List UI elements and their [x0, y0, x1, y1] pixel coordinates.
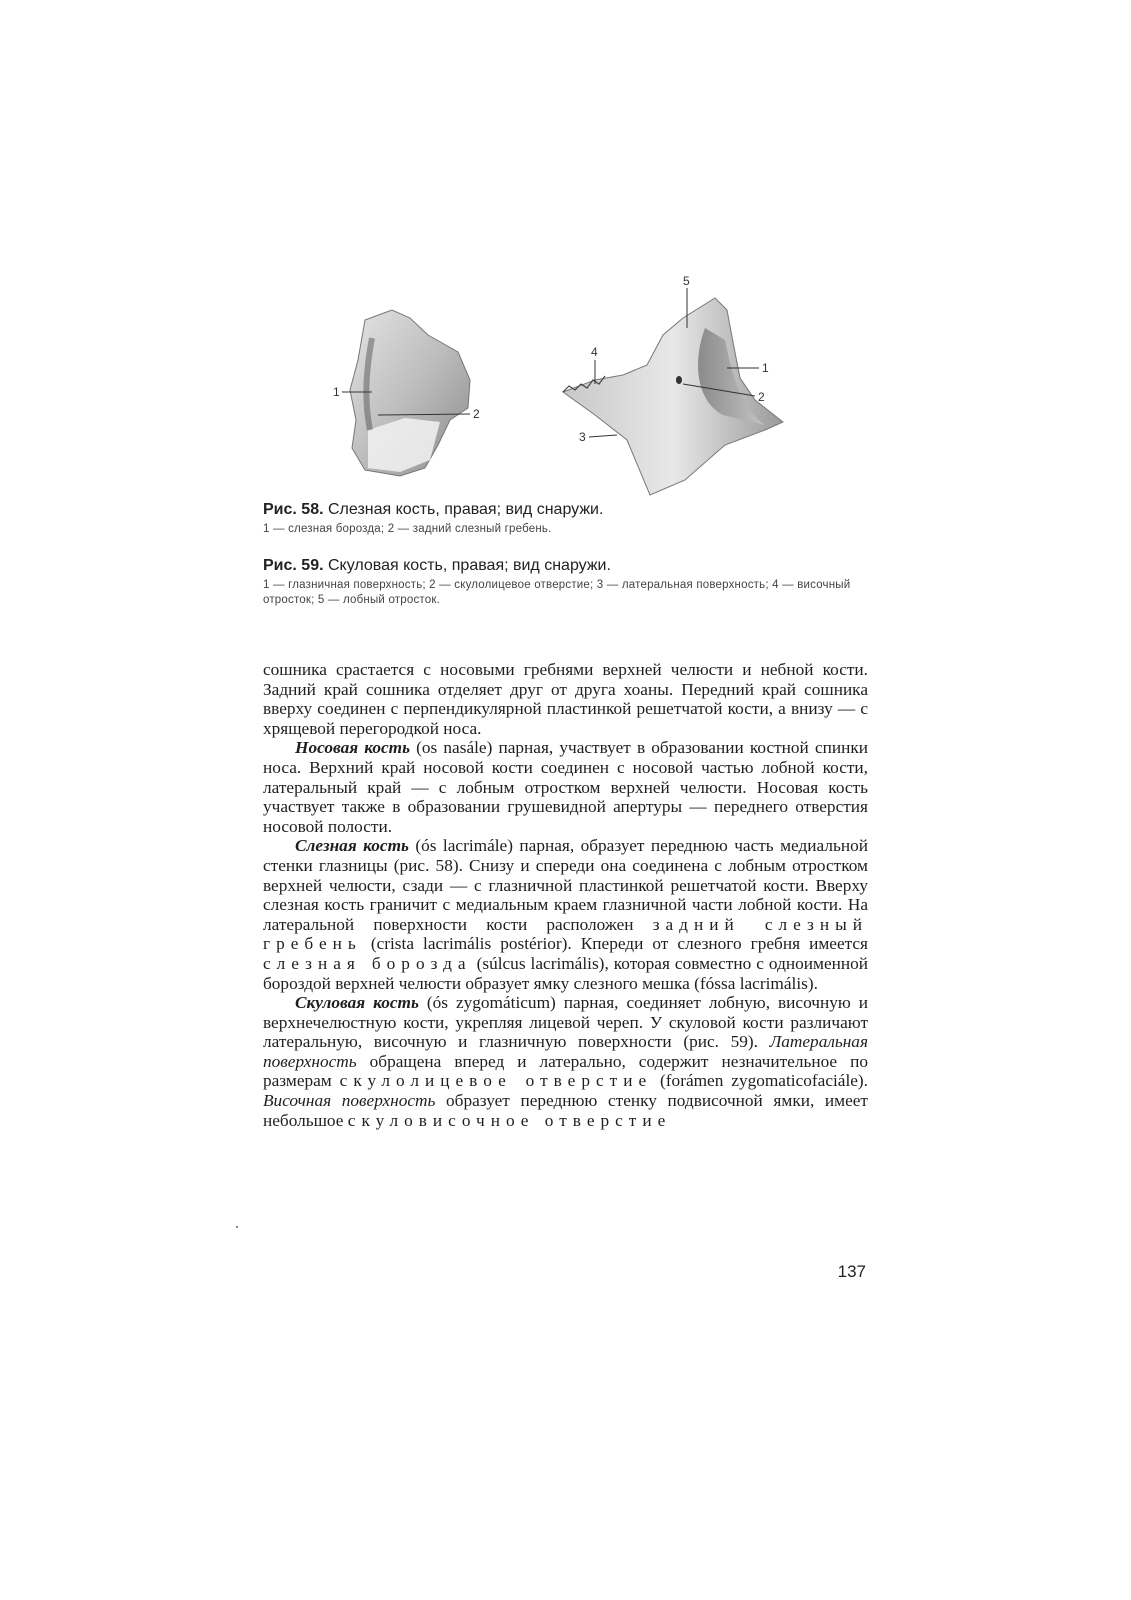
- nasal-bone-text: (os nasále) парная, участвует в образовании костной спинки носа. Верхний край носовой кости соединен с носовой частью лобной кости, латеральный край — с лобным отростком верхней челюсти. Носовая кость участвует также в образовании грушевидной апертуры — переднего отверстия носовой полости.: [263, 738, 868, 836]
- figure-58-caption: [263, 500, 873, 537]
- fig59-callout-1: 1: [762, 361, 769, 375]
- fig59-callout-4: 4: [591, 345, 598, 359]
- italic-lateral-surface: Латеральная поверхность: [263, 1032, 868, 1071]
- spaced-term-lacrimal-groove: слезная борозда: [263, 953, 472, 973]
- fig59-legend: 1 — глазничная поверхность; 2 — скулолицевое отверстие; 3 — латеральная поверхность; 4 — височный отросток; 5 — лобный отросток.: [263, 579, 851, 606]
- lacrimal-bone-illustration: [330, 280, 490, 505]
- zygomatic-text-d: образует переднюю стенку подвисочной ямки, имеет небольшое: [263, 1091, 868, 1130]
- spaced-term-zygomaticotemporal-foramen: скуловисочное отверстие: [347, 1110, 672, 1130]
- zygomatic-text-c: (forámen zygomaticofaciále).: [652, 1071, 869, 1091]
- lacrimal-text-a: (ós lacrimále) парная, образует переднюю часть медиальной стенки глазницы (рис. 58). Снизу и спереди она соединена с лобным отростком верхней челюсти, сзади — с глазничной пластинкой решетчатой кости. Вверху слезная кость граничит с медиальным краем глазничной части лобной кости. На латеральной поверхности кости расположен: [263, 836, 868, 934]
- fig58-title: Слезная кость, правая; вид снаружи.: [328, 501, 604, 518]
- fig59-label: Рис. 59.: [263, 557, 324, 574]
- fig58-callout-2: 2: [473, 407, 480, 421]
- paragraph-vomer-end: сошника срастается с носовыми гребнями верхней челюсти и небной кости. Задний край сошника отделяет друг от друга хоаны. Передний край сошника вверху соединен с перпендикулярной пластинкой решетчатой кости, а внизу — с хрящевой перегородкой носа.: [263, 660, 868, 738]
- fig59-callout-3: 3: [579, 430, 586, 444]
- term-nasal-bone: Носовая кость: [295, 738, 411, 758]
- scan-speck: [236, 1226, 238, 1228]
- term-lacrimal-bone: Слезная кость: [295, 836, 409, 856]
- zygomatic-text-b: обращена вперед и латерально, содержит незначительное по размерам: [263, 1051, 868, 1091]
- paragraph-zygomatic-bone: [263, 993, 868, 1130]
- body-text: [263, 660, 868, 1130]
- zygomatic-text-a: (ós zygomáticum) парная, соединяет лобную, височную и верхнечелюстную кости, укрепляя лицевой череп. У скуловой кости различают латеральную, височную и глазничную поверхности (рис. 59).: [263, 993, 868, 1052]
- spaced-term-posterior-crest: задний слезный гребень: [263, 914, 868, 954]
- fig58-label: Рис. 58.: [263, 501, 324, 518]
- term-zygomatic-bone: Скуловая кость: [295, 993, 419, 1013]
- fig59-title: Скуловая кость, правая; вид снаружи.: [328, 557, 611, 574]
- fig58-callout-1: 1: [333, 385, 340, 399]
- paragraph-nasal-bone: [263, 738, 868, 836]
- spaced-term-zygomaticofacial-foramen: скулолицевое отверстие: [339, 1071, 653, 1091]
- italic-temporal-surface: Височная поверхность: [263, 1091, 436, 1111]
- page-number: 137: [837, 1262, 866, 1281]
- lacrimal-text-b: (crista lacrimális postérior). Кпереди от слезного гребня имеется: [361, 934, 868, 954]
- fig59-callout-5: 5: [683, 274, 690, 288]
- paragraph-lacrimal-bone: [263, 836, 868, 993]
- lacrimal-text-c: (súlcus lacrimális), которая совместно с одноименной бороздой верхней челюсти образует ямку слезного мешка (fóssa lacrimális).: [263, 953, 868, 993]
- figures-area: [330, 274, 810, 505]
- figure-59-caption: [263, 556, 873, 608]
- fig59-callout-2: 2: [758, 390, 765, 404]
- zygomatic-bone-illustration: [555, 274, 825, 505]
- fig58-legend: 1 — слезная борозда; 2 — задний слезный гребень.: [263, 523, 552, 535]
